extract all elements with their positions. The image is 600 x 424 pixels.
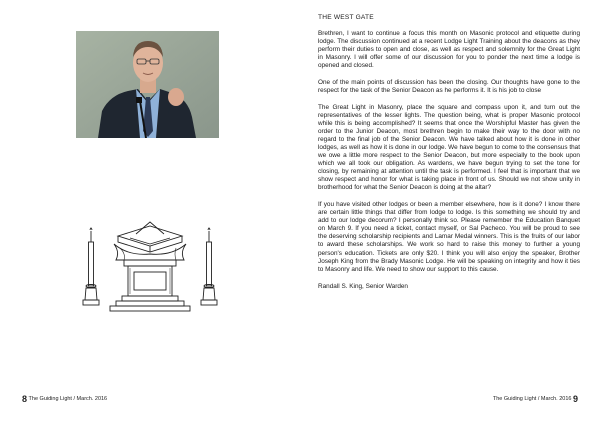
page-footer-right [493,394,578,404]
article-paragraph: One of the main points of discussion has been the closing. Our thoughts have gone to the respect for the task of the Senior Deacon as he performs it. It is his job to close [318,78,580,95]
article-paragraph: The Great Light in Masonry, place the square and compass upon it, and turn out the representatives of the lesser lights. The question being, what is proper Masonic protocol while this is being accomplished? It seems that once the Worshipful Master has given the order to the Junior Deacon, most brethren begin to make their way to the door with no regard to the final job of the Senior Deacon. We have talked about how it is done in other lodges, as well as how it is done in our lodge. We have begun to come to the consensus that we owe a little more respect to the Senior Deacon, but more especially to the book upon which we all took our obligation. As wardens, we have begun trying to set the tone for closing, by remaining at attention until the task is performed. I feel that is important that we show respect and honor for what is taking place in front of us. Should we not show unity in brotherhood for what the Senior Deacon is doing at the altar? [318,103,580,192]
author-signature: Randall S. King, Senior Warden [318,282,408,290]
article [318,14,580,299]
page-number: 9 [572,394,578,404]
article-title: THE WEST GATE [318,14,374,21]
masonic-altar-drawing [80,218,220,313]
publication-name: The Guiding Light / March. 2016 [492,396,572,402]
article-paragraph: Brethren, I want to continue a focus this month on Masonic protocol and etiquette during lodge. The discussion continued at a recent Lodge Light Training about the deacons as they perform their duties to open and close, as well as respect and solemnity for the Great Light in Masonry. I will offer some of our discussion for you to ponder the next time a lodge is opened and closed. [318,30,580,70]
article-paragraph: If you have visited other lodges or been a member elsewhere, how is it done? I know there are certain little things that differ from lodge to lodge. Is this something we should try and add to our lodge decorum? I personally think so. Please remember the Education Banquet on March 9. If you need a ticket, contact myself, or Sal Pacheco. You will be proud to see the deserving scholarship recipients and Lamar Medal winners. This is the fruits of our labor to award these scholarships. We work so hard to raise this money to further a young person's education. Tickets are only $20. I think you will also enjoy the speaker, Brother Joseph King from the Brady Masonic Lodge. He will be speaking on integrity and how it ties to Masonry and life. We need to show our support to this cause. [318,200,580,273]
publication-name: The Guiding Light / March. 2016 [28,396,108,402]
page-number: 8 [22,394,28,404]
speaker-photo [76,31,219,138]
page-footer-left [22,394,107,404]
